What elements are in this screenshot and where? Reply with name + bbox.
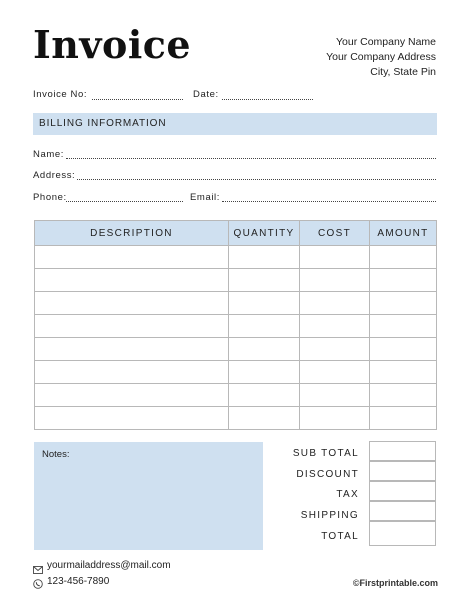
footer-phone: 123-456-7890 xyxy=(47,576,110,587)
table-row xyxy=(35,384,437,407)
table-body xyxy=(35,246,437,430)
cell-quantity[interactable] xyxy=(229,315,300,338)
table-row xyxy=(35,246,437,269)
email-field[interactable] xyxy=(222,201,436,202)
col-cost: COST xyxy=(300,221,370,246)
table-header-row xyxy=(35,221,437,246)
phone-icon xyxy=(33,576,43,586)
company-address: Your Company Address xyxy=(326,51,436,63)
date-field[interactable] xyxy=(222,99,313,100)
invoice-no-field[interactable] xyxy=(92,99,183,100)
name-field[interactable] xyxy=(66,158,436,159)
address-field[interactable] xyxy=(77,179,436,180)
phone-label: Phone: xyxy=(33,192,67,203)
table-row xyxy=(35,292,437,315)
cell-cost[interactable] xyxy=(300,246,370,269)
discount-label: DISCOUNT xyxy=(296,469,359,480)
cell-description[interactable] xyxy=(35,384,229,407)
table-row xyxy=(35,269,437,292)
tax-field[interactable] xyxy=(369,481,436,501)
envelope-icon xyxy=(33,561,43,569)
address-label: Address: xyxy=(33,170,76,181)
tax-label: TAX xyxy=(336,489,359,500)
table-row xyxy=(35,338,437,361)
cell-cost[interactable] xyxy=(300,269,370,292)
cell-amount[interactable] xyxy=(370,361,437,384)
cell-description[interactable] xyxy=(35,338,229,361)
date-label: Date: xyxy=(193,89,219,100)
cell-description[interactable] xyxy=(35,269,229,292)
total-field[interactable] xyxy=(369,521,436,546)
cell-quantity[interactable] xyxy=(229,384,300,407)
cell-amount[interactable] xyxy=(370,407,437,430)
cell-amount[interactable] xyxy=(370,292,437,315)
cell-amount[interactable] xyxy=(370,384,437,407)
cell-amount[interactable] xyxy=(370,315,437,338)
cell-description[interactable] xyxy=(35,292,229,315)
table-row xyxy=(35,361,437,384)
cell-description[interactable] xyxy=(35,407,229,430)
subtotal-label: SUB TOTAL xyxy=(292,448,359,459)
cell-description[interactable] xyxy=(35,315,229,338)
total-label: TOTAL xyxy=(321,531,359,542)
table-row xyxy=(35,407,437,430)
cell-quantity[interactable] xyxy=(229,292,300,315)
cell-description[interactable] xyxy=(35,361,229,384)
cell-quantity[interactable] xyxy=(229,338,300,361)
page-title: Invoice xyxy=(33,22,192,67)
items-table xyxy=(34,220,437,430)
footer-email: yourmailaddress@mail.com xyxy=(47,560,171,571)
discount-field[interactable] xyxy=(369,461,436,481)
cell-quantity[interactable] xyxy=(229,407,300,430)
cell-quantity[interactable] xyxy=(229,246,300,269)
billing-heading: BILLING INFORMATION xyxy=(39,118,167,129)
cell-cost[interactable] xyxy=(300,384,370,407)
table-row xyxy=(35,315,437,338)
col-amount: AMOUNT xyxy=(370,221,437,246)
shipping-field[interactable] xyxy=(369,501,436,521)
billing-information-band xyxy=(33,113,437,135)
cell-cost[interactable] xyxy=(300,338,370,361)
subtotal-field[interactable] xyxy=(369,441,436,461)
phone-field[interactable] xyxy=(66,201,183,202)
cell-cost[interactable] xyxy=(300,407,370,430)
notes-label: Notes: xyxy=(42,449,70,460)
cell-quantity[interactable] xyxy=(229,269,300,292)
name-label: Name: xyxy=(33,149,64,160)
email-label: Email: xyxy=(190,192,220,203)
col-description: DESCRIPTION xyxy=(35,221,229,246)
cell-cost[interactable] xyxy=(300,315,370,338)
brand-watermark: ©Firstprintable.com xyxy=(352,578,438,588)
cell-quantity[interactable] xyxy=(229,361,300,384)
cell-description[interactable] xyxy=(35,246,229,269)
invoice-no-label: Invoice No: xyxy=(33,89,88,100)
cell-amount[interactable] xyxy=(370,338,437,361)
company-info xyxy=(326,35,436,80)
cell-cost[interactable] xyxy=(300,361,370,384)
col-quantity: QUANTITY xyxy=(229,221,300,246)
notes-box[interactable] xyxy=(34,442,263,550)
shipping-label: SHIPPING xyxy=(300,510,359,521)
company-city: City, State Pin xyxy=(370,66,436,78)
cell-cost[interactable] xyxy=(300,292,370,315)
cell-amount[interactable] xyxy=(370,246,437,269)
company-name: Your Company Name xyxy=(336,36,436,48)
cell-amount[interactable] xyxy=(370,269,437,292)
